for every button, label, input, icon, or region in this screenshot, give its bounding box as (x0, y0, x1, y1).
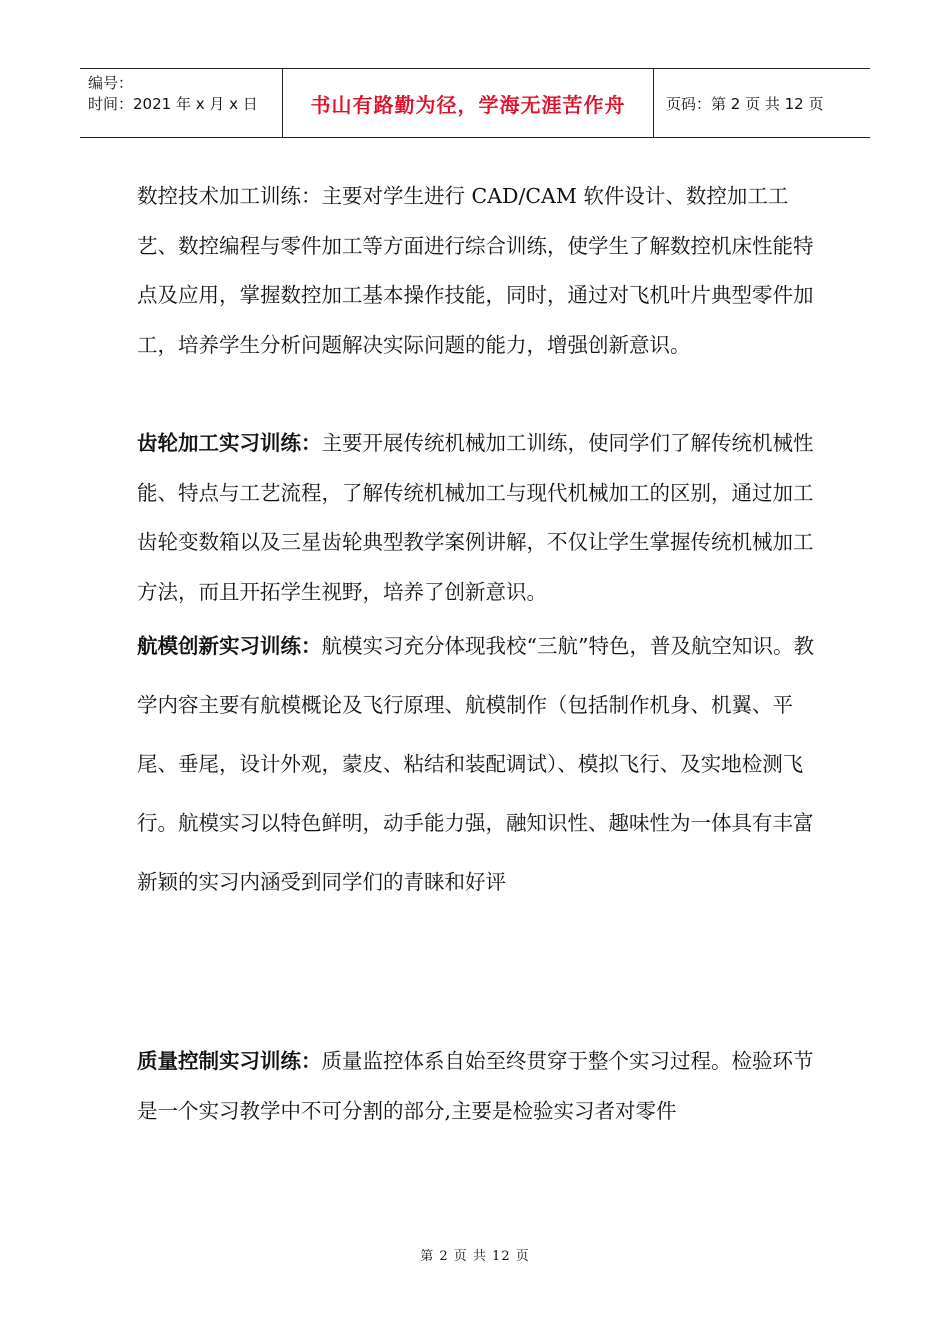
header-page-info: 页码：第 2 页 共 12 页 (666, 94, 824, 113)
paragraph-gear (137, 419, 827, 617)
paragraph-text: 主要开展传统机械加工训练，使同学们了解传统机械性能、特点与工艺流程，了解传统机械加工与现代机械加工的区别，通过加工齿轮变数箱以及三星齿轮典型教学案例讲解，不仅让学生掌握传统机械加工方法，而且开拓学生视野，培养了创新意识。 (137, 431, 814, 604)
paragraph-lead: 质量控制实习训练： (137, 1049, 322, 1073)
page-footer: 第 2 页 共 12 页 (420, 1249, 530, 1264)
paragraph-lead: 航模创新实习训练： (137, 634, 322, 658)
paragraph-text: 质量监控体系自始至终贯穿于整个实习过程。检验环节是一个实习教学中不可分割的部分,主要是检验实习者对零件 (137, 1049, 814, 1123)
paragraph-quality (137, 1037, 827, 1136)
header-meta (80, 69, 282, 137)
paragraph-lead: 齿轮加工实习训练： (137, 431, 322, 455)
document-body (137, 172, 827, 1136)
paragraph-model-aircraft (137, 617, 827, 1037)
header-motto: 书山有路勤为径，学海无涯苦作舟 (282, 69, 654, 137)
number-label: 编号： (88, 74, 134, 92)
page-header (80, 68, 870, 138)
paragraph-text: 航模实习充分体现我校“三航”特色，普及航空知识。教学内容主要有航模概论及飞行原理、航模制作（包括制作机身、机翼、平尾、垂尾，设计外观，蒙皮、粘结和装配调试）、模拟飞行、及实地检测飞行。航模实习以特色鲜明，动手能力强，融知识性、趣味性为一体具有丰富新颖的实习内涵受到同学们的青睐和好评 (137, 634, 814, 894)
time-label: 时间：2021 年 x 月 x 日 (88, 95, 258, 113)
paragraph-cnc (137, 172, 827, 419)
paragraph-text: 数控技术加工训练：主要对学生进行 CAD/CAM 软件设计、数控加工工艺、数控编程与零件加工等方面进行综合训练，使学生了解数控机床性能特点及应用，掌握数控加工基本操作技能，同时，通过对飞机叶片典型零件加工，培养学生分析问题解决实际问题的能力，增强创新意识。 (137, 184, 814, 357)
